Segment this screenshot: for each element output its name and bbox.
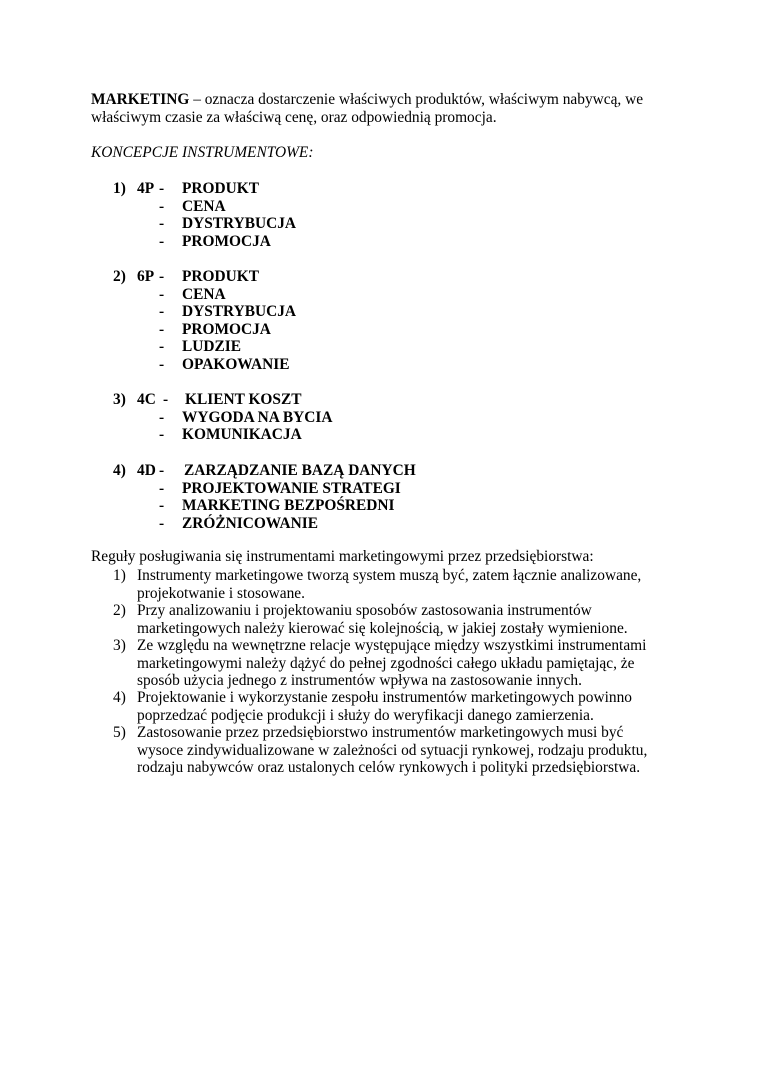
list-dash: - bbox=[159, 514, 165, 532]
concept-item: OPAKOWANIE bbox=[182, 356, 290, 373]
concept-item: ZRÓŻNICOWANIE bbox=[182, 514, 318, 532]
concept-code: 6P bbox=[137, 268, 155, 285]
list-dash: - bbox=[159, 320, 165, 338]
concept-code: 4C bbox=[137, 391, 156, 408]
concept-item: CENA bbox=[182, 285, 226, 303]
list-dash: - bbox=[159, 408, 165, 426]
list-dash: - bbox=[159, 338, 165, 356]
rule-text: Przy analizowaniu i projektowaniu sposobów zastosowania instrumentów marketingowych należy kierować się kolejnością, w jakiej zostały wymienione. bbox=[137, 602, 628, 637]
concept-item: ZARZĄDZANIE BAZĄ DANYCH bbox=[184, 462, 416, 479]
concept-number: 3) bbox=[113, 391, 126, 408]
concept-item: PRODUKT bbox=[182, 180, 259, 197]
concept-item: KLIENT KOSZT bbox=[185, 391, 302, 408]
concept-item: PROMOCJA bbox=[182, 320, 271, 338]
list-dash: - bbox=[159, 479, 165, 497]
list-dash: - bbox=[159, 285, 165, 303]
rule-number: 4) bbox=[113, 689, 126, 706]
list-dash: - bbox=[159, 497, 165, 515]
concept-item: KOMUNIKACJA bbox=[182, 426, 302, 444]
concept-item: PROJEKTOWANIE STRATEGI bbox=[182, 479, 401, 497]
list-dash: - bbox=[159, 303, 165, 321]
list-dash: - bbox=[159, 426, 165, 444]
concept-item: DYSTRYBUCJA bbox=[182, 303, 297, 321]
list-dash: - bbox=[159, 232, 165, 250]
list-dash: - bbox=[159, 356, 165, 373]
list-dash: - bbox=[159, 180, 165, 197]
intro-paragraph bbox=[91, 91, 651, 127]
rule-number: 1) bbox=[113, 567, 126, 584]
concept-item: MARKETING BEZPOŚREDNI bbox=[182, 497, 395, 515]
concept-item: WYGODA NA BYCIA bbox=[182, 408, 333, 426]
list-dash: - bbox=[159, 462, 165, 479]
list-dash: - bbox=[159, 197, 165, 215]
concept-code: 4D bbox=[137, 462, 156, 479]
concept-number: 4) bbox=[113, 462, 126, 479]
concept-item: PROMOCJA bbox=[182, 232, 271, 250]
concept-item: DYSTRYBUCJA bbox=[182, 215, 297, 233]
concept-item: PRODUKT bbox=[182, 268, 259, 285]
rule-text: Zastosowanie przez przedsiębiorstwo instrumentów marketingowych musi być wysoce zindywidualizowane w zależności od sytuacji rynkowej, rodzaju produktu, rodzaju nabywców oraz ustalonych celów rynkowych i polityki przedsiębiorstwa. bbox=[137, 724, 648, 777]
intro-definition: – oznacza dostarczenie właściwych produktów, właściwym nabywcą, we właściwym czasie za właściwą cenę, oraz odpowiednią promocja. bbox=[91, 91, 644, 126]
list-dash: - bbox=[163, 391, 169, 408]
list-dash: - bbox=[159, 268, 165, 285]
intro-term: MARKETING bbox=[91, 91, 190, 108]
list-dash: - bbox=[159, 215, 165, 233]
rule-number: 5) bbox=[113, 724, 126, 741]
rule-text: Ze względu na wewnętrzne relacje występujące między wszystkimi instrumentami marketingowymi należy dążyć do pełnej zgodności całego układu pamiętając, że sposób użycia jednego z instrumentów wpływa na zastosowanie innych. bbox=[137, 637, 647, 690]
concept-item: LUDZIE bbox=[182, 338, 242, 356]
concepts-heading: KONCEPCJE INSTRUMENTOWE: bbox=[91, 144, 314, 161]
concept-number: 1) bbox=[113, 180, 126, 197]
rule-text: Instrumenty marketingowe tworzą system muszą być, zatem łącznie analizowane, projekotwanie i stosowane. bbox=[137, 567, 642, 602]
rules-heading: Reguły posługiwania się instrumentami marketingowymi przez przedsiębiorstwa: bbox=[91, 548, 594, 565]
rule-number: 2) bbox=[113, 602, 126, 619]
concept-code: 4P bbox=[137, 180, 155, 197]
rule-text: Projektowanie i wykorzystanie zespołu instrumentów marketingowych powinno poprzedzać podjęcie produkcji i służy do weryfikacji danego zamierzenia. bbox=[137, 689, 632, 724]
concept-item: CENA bbox=[182, 197, 226, 215]
rule-number: 3) bbox=[113, 637, 126, 654]
concept-number: 2) bbox=[113, 268, 126, 285]
